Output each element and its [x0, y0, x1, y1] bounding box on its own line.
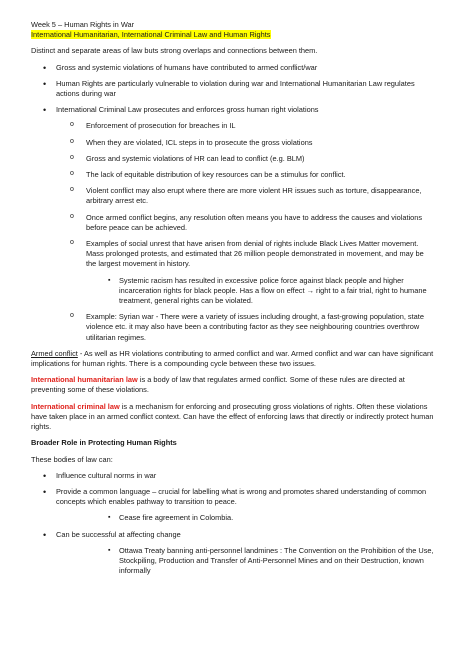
section-lead: These bodies of law can:	[31, 454, 113, 464]
ihl-term: International humanitarian law	[31, 375, 138, 385]
list-item: • Provide a common language – crucial for labelling what is wrong and promotes shared understanding of common concepts which enables pathway to transition to peace.	[31, 487, 436, 507]
sub-list-item: o Enforcement of prosecution for breaches in IL	[31, 121, 436, 131]
intro-paragraph: Distinct and separate areas of law buts strong overlaps and connections between them.	[31, 46, 318, 56]
highlighted-subtitle: International Humanitarian, International Criminal Law and Human Rights	[31, 30, 271, 40]
sub-sub-list-item: ▪ Cease fire agreement in Colombia.	[31, 513, 436, 523]
icl-text: is a mechanism for enforcing and prosecuting gross violations of rights. Often these violations have taken place in an armed conflict context. Can have the effect of enforcing laws that directly or indirectly protect human rights.	[31, 401, 434, 432]
sub-list-item: o Examples of social unrest that have arisen from denial of rights include Black Lives Matter movement. Mass prolonged protests, and estimated that 26 million people demonstrated in movement, and may be the largest movement in history.	[31, 239, 436, 270]
week-title: Week 5 – Human Rights in War	[31, 20, 135, 29]
sub-list-item: o Example: Syrian war - There were a variety of issues including drought, a fast-growing population, state violence etc. it may also have been a contributing factor as they see neighbouring countries overthrow utilitarian regimes.	[31, 312, 436, 343]
ihl-paragraph	[31, 375, 436, 395]
list-item: • International Criminal Law prosecutes and enforces gross human right violations	[31, 105, 436, 115]
sub-list-item: o Violent conflict may also erupt where there are more violent HR issues such as torture, disappearance, arbitrary arrest etc.	[31, 186, 436, 206]
bullet-list-b	[31, 471, 436, 577]
icl-term: International criminal law	[31, 401, 120, 411]
armed-conflict-text: - As well as HR violations contributing to armed conflict and war. Armed conflict and war can have significant implications for human rights. There is a compounding cycle between these two issues.	[31, 348, 434, 369]
sub-sub-list-item: ▪ Systemic racism has resulted in excessive police force against black people and higher incarceration rights for black people. Has a flow on effect → right to a fair trial, right to humane treatment, general rights can be violated.	[31, 276, 436, 307]
list-item: • Gross and systemic violations of humans have contributed to armed conflict/war	[31, 63, 436, 73]
list-item: • Human Rights are particularly vulnerable to violation during war and International Humanitarian Law regulates actions during war	[31, 79, 436, 99]
ihl-text: is a body of law that regulates armed conflict. Some of these rules are directed at preventing some of these violations.	[31, 375, 405, 395]
bullet-list-a	[31, 63, 436, 343]
subtitle-line	[31, 30, 436, 40]
section-heading: Broader Role in Protecting Human Rights	[31, 438, 177, 448]
armed-conflict-paragraph	[31, 349, 436, 369]
icl-paragraph	[31, 402, 436, 433]
sub-list-item: o When they are violated, ICL steps in to prosecute the gross violations	[31, 138, 436, 148]
armed-conflict-term: Armed conflict	[31, 348, 78, 358]
sub-list-item: o Gross and systemic violations of HR can lead to conflict (e.g. BLM)	[31, 154, 436, 164]
sub-sub-list-item: ▪ Ottawa Treaty banning anti-personnel landmines : The Convention on the Prohibition of the Use, Stockpiling, Production and Transfer of Anti-Personnel Mines and on their Destruction, known informally	[31, 546, 436, 577]
sub-list-item: o Once armed conflict begins, any resolution often means you have to address the causes and violations before peace can be achieved.	[31, 213, 436, 233]
list-item: • Influence cultural norms in war	[31, 471, 436, 481]
list-item: • Can be successful at affecting change	[31, 530, 436, 540]
sub-list-item: o The lack of equitable distribution of key resources can be a stimulus for conflict.	[31, 170, 436, 180]
